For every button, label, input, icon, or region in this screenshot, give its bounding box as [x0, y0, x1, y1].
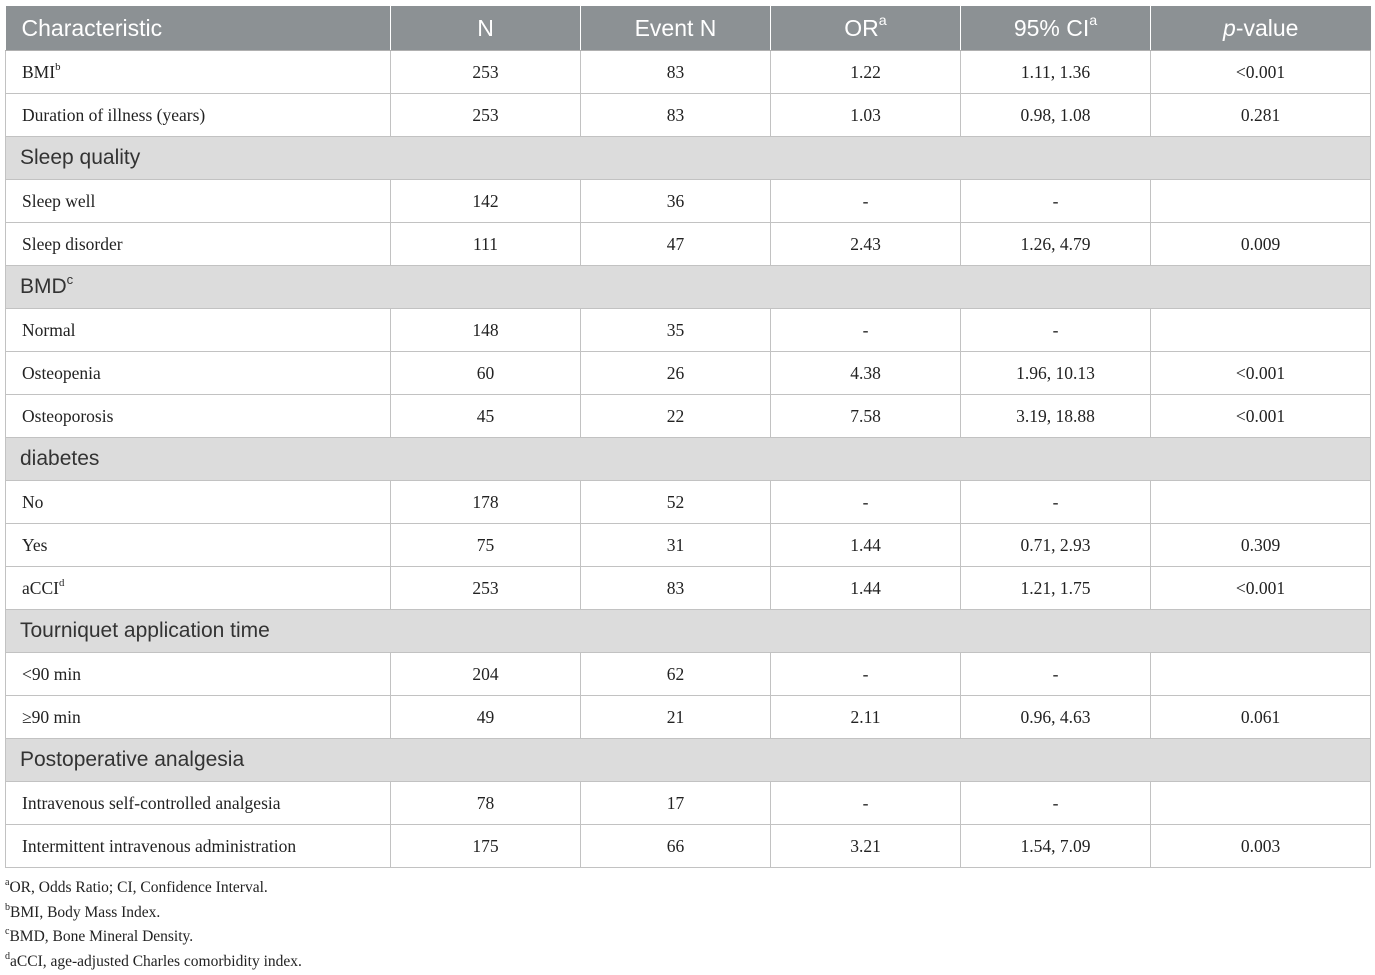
- footnote-marker: d: [5, 950, 11, 962]
- table-row: [6, 352, 1371, 395]
- row-label-sup: d: [58, 576, 65, 589]
- row-label-text: Normal: [22, 319, 76, 340]
- section-label: [6, 438, 1371, 481]
- cell-or: 1.44: [771, 567, 961, 610]
- table-row: [6, 696, 1371, 739]
- row-label: [6, 524, 391, 567]
- footnote-text: BMI, Body Mass Index.: [10, 903, 161, 921]
- cell-or: 2.43: [771, 223, 961, 266]
- cell-or: -: [771, 782, 961, 825]
- section-header-row: [6, 266, 1371, 309]
- cell-n: 45: [391, 395, 581, 438]
- row-label-text: Sleep well: [22, 190, 96, 211]
- row-label-text: aCCI: [22, 577, 59, 598]
- cell-event-n: 52: [581, 481, 771, 524]
- table-row: [6, 481, 1371, 524]
- cell-ci: 0.96, 4.63: [961, 696, 1151, 739]
- cell-ci: 1.11, 1.36: [961, 51, 1151, 94]
- row-label-text: Yes: [22, 534, 48, 555]
- section-label-text: Tourniquet application time: [20, 619, 270, 642]
- row-label: [6, 352, 391, 395]
- cell-p-value: 0.281: [1151, 94, 1371, 137]
- table-header: [6, 6, 1371, 51]
- footnote-marker: c: [5, 926, 10, 938]
- section-header-row: [6, 438, 1371, 481]
- cell-n: 175: [391, 825, 581, 868]
- row-label-text: Sleep disorder: [22, 233, 123, 254]
- row-label: [6, 567, 391, 610]
- footnote-marker: a: [5, 876, 10, 888]
- cell-ci: 1.96, 10.13: [961, 352, 1151, 395]
- table-row: [6, 524, 1371, 567]
- row-label-text: Duration of illness (years): [22, 104, 206, 125]
- cell-n: 178: [391, 481, 581, 524]
- row-label: [6, 395, 391, 438]
- row-label-text: No: [22, 491, 44, 512]
- header-characteristic: [6, 6, 391, 51]
- row-label-sup: b: [55, 60, 61, 73]
- cell-n: 78: [391, 782, 581, 825]
- table-row: [6, 223, 1371, 266]
- header-ci: [961, 6, 1151, 51]
- header-or: [771, 6, 961, 51]
- cell-n: 253: [391, 94, 581, 137]
- section-label-text: Sleep quality: [20, 146, 141, 169]
- cell-or: -: [771, 180, 961, 223]
- table-row: [6, 180, 1371, 223]
- row-label: [6, 481, 391, 524]
- cell-event-n: 26: [581, 352, 771, 395]
- footnote-text: aCCI, age-adjusted Charles comorbidity index.: [10, 953, 302, 971]
- table-row: [6, 782, 1371, 825]
- footnotes: [5, 876, 1365, 975]
- results-table-container: [5, 6, 1370, 868]
- section-header-row: [6, 739, 1371, 782]
- header-event-n: [581, 6, 771, 51]
- header-ci-sup: a: [1089, 13, 1098, 30]
- cell-event-n: 36: [581, 180, 771, 223]
- footnote-text: BMD, Bone Mineral Density.: [9, 928, 194, 946]
- cell-n: 49: [391, 696, 581, 739]
- cell-p-value: [1151, 481, 1371, 524]
- cell-ci: 1.21, 1.75: [961, 567, 1151, 610]
- cell-n: 75: [391, 524, 581, 567]
- section-label-sup: c: [66, 271, 74, 287]
- section-label: [6, 137, 1371, 180]
- section-header-row: [6, 137, 1371, 180]
- cell-p-value: <0.001: [1151, 352, 1371, 395]
- table-row: [6, 567, 1371, 610]
- section-label-text: BMD: [20, 275, 67, 298]
- row-label-text: Osteopenia: [22, 362, 101, 383]
- row-label: [6, 309, 391, 352]
- footnote: [5, 901, 1365, 926]
- cell-or: 7.58: [771, 395, 961, 438]
- header-p-italic: p: [1223, 14, 1236, 41]
- cell-ci: -: [961, 180, 1151, 223]
- cell-event-n: 83: [581, 567, 771, 610]
- cell-or: 1.44: [771, 524, 961, 567]
- cell-or: 3.21: [771, 825, 961, 868]
- header-or-sup: a: [878, 13, 887, 30]
- row-label: [6, 825, 391, 868]
- row-label-text: ≥90 min: [22, 706, 81, 727]
- table-row: [6, 395, 1371, 438]
- row-label-text: BMI: [22, 61, 56, 82]
- header-event-n-text: Event N: [634, 14, 717, 41]
- cell-p-value: <0.001: [1151, 395, 1371, 438]
- row-label: [6, 696, 391, 739]
- cell-ci: -: [961, 481, 1151, 524]
- cell-or: -: [771, 309, 961, 352]
- cell-ci: 3.19, 18.88: [961, 395, 1151, 438]
- cell-ci: -: [961, 653, 1151, 696]
- section-header-row: [6, 610, 1371, 653]
- cell-p-value: [1151, 309, 1371, 352]
- cell-or: -: [771, 653, 961, 696]
- cell-p-value: 0.003: [1151, 825, 1371, 868]
- cell-p-value: [1151, 653, 1371, 696]
- cell-p-value: <0.001: [1151, 567, 1371, 610]
- table-row: [6, 51, 1371, 94]
- cell-event-n: 22: [581, 395, 771, 438]
- table-row: [6, 309, 1371, 352]
- cell-or: -: [771, 481, 961, 524]
- cell-ci: 1.26, 4.79: [961, 223, 1151, 266]
- header-characteristic-text: Characteristic: [21, 14, 163, 41]
- cell-n: 60: [391, 352, 581, 395]
- row-label-text: <90 min: [22, 663, 81, 684]
- cell-p-value: 0.309: [1151, 524, 1371, 567]
- cell-n: 253: [391, 567, 581, 610]
- cell-event-n: 21: [581, 696, 771, 739]
- cell-event-n: 83: [581, 94, 771, 137]
- cell-event-n: 31: [581, 524, 771, 567]
- header-or-text: OR: [844, 14, 879, 41]
- cell-event-n: 17: [581, 782, 771, 825]
- row-label: [6, 782, 391, 825]
- table-row: [6, 825, 1371, 868]
- section-label: [6, 739, 1371, 782]
- table-row: [6, 653, 1371, 696]
- cell-p-value: <0.001: [1151, 51, 1371, 94]
- cell-ci: -: [961, 309, 1151, 352]
- cell-or: 4.38: [771, 352, 961, 395]
- cell-n: 111: [391, 223, 581, 266]
- cell-event-n: 66: [581, 825, 771, 868]
- cell-p-value: [1151, 180, 1371, 223]
- cell-n: 253: [391, 51, 581, 94]
- cell-event-n: 35: [581, 309, 771, 352]
- header-n: [391, 6, 581, 51]
- cell-ci: 1.54, 7.09: [961, 825, 1151, 868]
- footnote-text: OR, Odds Ratio; CI, Confidence Interval.: [9, 879, 268, 896]
- cell-event-n: 47: [581, 223, 771, 266]
- row-label-text: Intermittent intravenous administration: [22, 835, 297, 856]
- footnote: [5, 925, 1365, 950]
- section-label-text: diabetes: [20, 447, 100, 470]
- footnote: [5, 876, 1365, 901]
- section-label-text: Postoperative analgesia: [20, 748, 245, 771]
- table-row: [6, 94, 1371, 137]
- cell-n: 142: [391, 180, 581, 223]
- section-label: [6, 610, 1371, 653]
- cell-event-n: 62: [581, 653, 771, 696]
- footnote-marker: b: [5, 901, 11, 913]
- row-label: [6, 223, 391, 266]
- row-label: [6, 51, 391, 94]
- cell-p-value: 0.061: [1151, 696, 1371, 739]
- header-ci-text: 95% CI: [1013, 14, 1090, 41]
- cell-event-n: 83: [581, 51, 771, 94]
- cell-or: 1.22: [771, 51, 961, 94]
- footnote: [5, 950, 1365, 975]
- row-label: [6, 653, 391, 696]
- cell-ci: 0.71, 2.93: [961, 524, 1151, 567]
- header-p-rest: -value: [1235, 14, 1299, 41]
- header-row: [6, 6, 1371, 51]
- results-table: [5, 6, 1371, 868]
- row-label-text: Intravenous self-controlled analgesia: [22, 792, 281, 813]
- section-label: [6, 266, 1371, 309]
- header-n-text: N: [477, 14, 494, 41]
- cell-n: 204: [391, 653, 581, 696]
- row-label: [6, 94, 391, 137]
- table-body: [6, 51, 1371, 868]
- cell-ci: 0.98, 1.08: [961, 94, 1151, 137]
- cell-n: 148: [391, 309, 581, 352]
- cell-or: 1.03: [771, 94, 961, 137]
- cell-or: 2.11: [771, 696, 961, 739]
- cell-p-value: 0.009: [1151, 223, 1371, 266]
- cell-p-value: [1151, 782, 1371, 825]
- row-label-text: Osteoporosis: [22, 405, 114, 426]
- row-label: [6, 180, 391, 223]
- cell-ci: -: [961, 782, 1151, 825]
- header-p-value: [1151, 6, 1371, 51]
